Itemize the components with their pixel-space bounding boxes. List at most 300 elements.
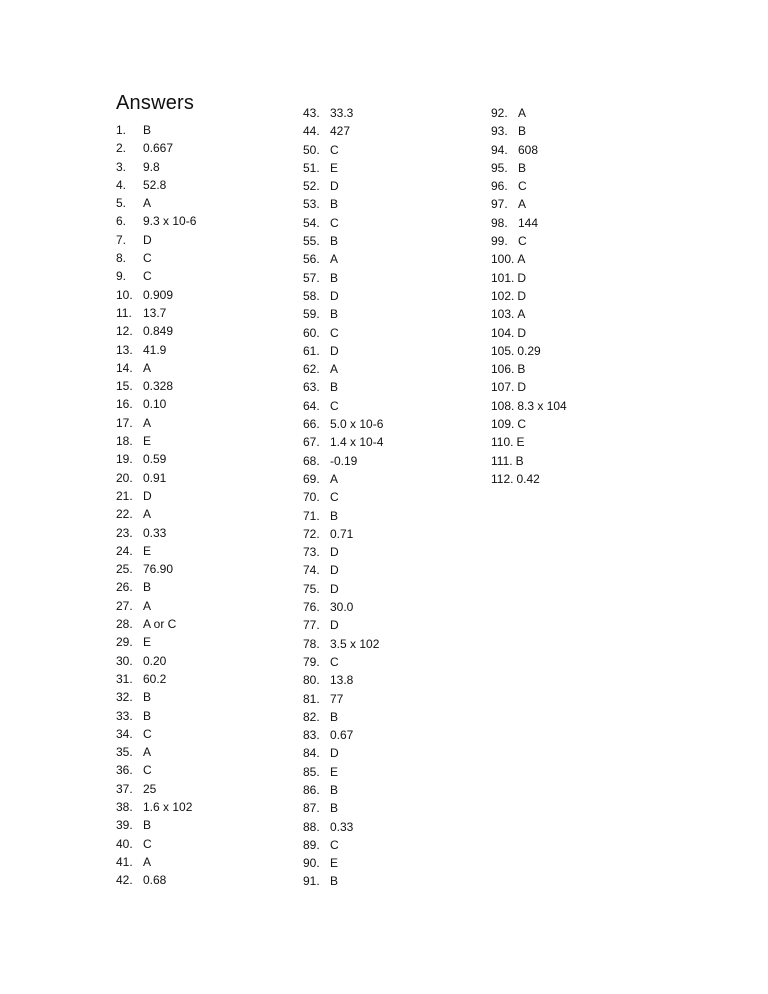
answer-value: B — [330, 709, 339, 724]
question-number: 20. — [116, 470, 133, 485]
answer-item — [303, 616, 339, 634]
question-number: 17. — [116, 415, 133, 430]
answer-value: B — [330, 197, 339, 212]
answer-value: 0.59 — [143, 452, 167, 467]
answer-value: 0.667 — [143, 141, 174, 156]
answer-value: A — [517, 252, 526, 267]
question-number: 23. — [116, 525, 133, 540]
answer-item — [116, 231, 152, 249]
question-number: 37. — [116, 781, 133, 796]
answer-value: B — [143, 123, 152, 137]
answer-item — [303, 214, 339, 232]
question-number: 41. — [116, 854, 133, 869]
question-number: 50. — [303, 142, 320, 157]
question-number: 72. — [303, 526, 320, 541]
answer-value: 13.8 — [330, 673, 354, 688]
question-number: 84. — [303, 746, 320, 761]
answer-item — [491, 232, 567, 250]
question-number: 78. — [303, 636, 320, 651]
answer-item — [116, 194, 152, 212]
question-number: 90. — [303, 856, 320, 871]
answer-item — [116, 816, 152, 834]
answer-item — [491, 287, 567, 305]
answer-item — [303, 397, 339, 415]
answer-item — [491, 177, 567, 195]
answer-value: 41.9 — [143, 342, 167, 357]
answer-item — [303, 488, 339, 506]
question-number: 44. — [303, 124, 320, 139]
answer-value: C — [143, 726, 152, 741]
answer-value: 0.909 — [143, 287, 174, 302]
answer-item — [116, 743, 152, 761]
question-number: 35. — [116, 745, 133, 760]
answer-value: 1.6 x 102 — [143, 799, 193, 814]
question-number: 80. — [303, 673, 320, 688]
answer-item — [303, 159, 339, 177]
answer-value: 3.5 x 102 — [330, 636, 380, 651]
question-number: 54. — [303, 215, 320, 230]
question-number: 70. — [303, 490, 320, 505]
answer-value: E — [330, 160, 339, 175]
answer-value: 5.0 x 10-6 — [330, 417, 384, 432]
answer-item — [116, 780, 157, 798]
answer-value: B — [518, 124, 527, 139]
answer-item — [491, 470, 567, 488]
answer-item — [116, 267, 152, 285]
question-number: 76. — [303, 600, 320, 615]
answer-value: D — [330, 343, 339, 358]
question-number: 75. — [303, 581, 320, 596]
answer-item — [116, 469, 167, 487]
answer-value: B — [330, 874, 339, 889]
question-number: 87. — [303, 801, 320, 816]
answer-value: C — [330, 837, 339, 852]
answer-item — [116, 597, 152, 615]
answer-value: C — [330, 398, 339, 413]
question-number: 36. — [116, 763, 133, 778]
answer-value: 0.71 — [330, 526, 354, 541]
question-number: 97. — [491, 197, 508, 212]
answer-item — [303, 141, 339, 159]
question-number: 93. — [491, 124, 508, 139]
answer-value: 13.7 — [143, 305, 167, 320]
answer-value: 0.33 — [143, 525, 167, 540]
answer-value: D — [330, 179, 339, 194]
answer-value: B — [515, 453, 524, 468]
question-number: 7. — [116, 232, 127, 247]
question-number: 88. — [303, 819, 320, 834]
answer-value: D — [330, 618, 339, 633]
answer-value: C — [330, 325, 339, 340]
answer-value: C — [143, 269, 152, 284]
answer-item — [116, 505, 152, 523]
question-number: 73. — [303, 545, 320, 560]
answer-item — [303, 525, 354, 543]
answer-item — [303, 250, 339, 268]
answer-item — [303, 433, 384, 451]
answer-item — [303, 415, 384, 433]
answer-item — [303, 177, 339, 195]
answer-value: B — [143, 580, 152, 595]
answer-column-3 — [491, 104, 567, 488]
answer-value: 9.3 x 10-6 — [143, 214, 197, 229]
answer-item — [491, 415, 567, 433]
question-number: 96. — [491, 179, 508, 194]
answer-value: E — [143, 434, 152, 449]
answer-value: 30.0 — [330, 600, 354, 615]
answer-value: A — [143, 360, 152, 375]
answer-item — [116, 450, 167, 468]
question-number: 66. — [303, 417, 320, 432]
question-number: 74. — [303, 563, 320, 578]
answer-value: C — [518, 179, 527, 194]
answer-item — [303, 763, 339, 781]
answer-item — [303, 507, 339, 525]
answer-value: E — [143, 543, 152, 558]
question-number: 11. — [116, 305, 132, 320]
question-number: 3. — [116, 159, 127, 174]
question-number: 64. — [303, 398, 320, 413]
answer-item — [303, 818, 354, 836]
answer-item — [116, 139, 174, 157]
question-number: 68. — [303, 453, 320, 468]
answer-value: 0.67 — [330, 728, 354, 743]
question-number: 98. — [491, 215, 508, 230]
answer-column-2 — [303, 104, 384, 891]
answer-item — [116, 615, 177, 633]
answer-item — [116, 249, 152, 267]
question-number: 4. — [116, 177, 127, 192]
answer-item — [116, 560, 174, 578]
answer-column-1 — [116, 121, 197, 889]
question-number: 51. — [303, 160, 320, 175]
question-number: 5. — [116, 196, 127, 211]
answer-item — [116, 633, 152, 651]
answer-item — [303, 690, 344, 708]
answer-value: D — [330, 288, 339, 303]
question-number: 2. — [116, 141, 127, 156]
answer-item — [491, 360, 567, 378]
answer-item — [116, 688, 152, 706]
answer-value: 52.8 — [143, 177, 167, 192]
answer-value: A — [330, 252, 339, 267]
answer-value: D — [330, 563, 339, 578]
question-number: 61. — [303, 343, 320, 358]
question-number: 99. — [491, 234, 508, 249]
question-number: 82. — [303, 709, 320, 724]
answer-item — [491, 269, 567, 287]
question-number: 43. — [303, 106, 320, 120]
answer-value: E — [330, 764, 339, 779]
question-number: 55. — [303, 234, 320, 249]
answer-value: 0.91 — [143, 470, 167, 485]
answer-item — [303, 635, 380, 653]
answer-value: C — [143, 251, 152, 266]
answer-item — [303, 324, 339, 342]
question-number: 29. — [116, 635, 133, 650]
answer-item — [303, 104, 354, 122]
question-number: 109. — [491, 417, 515, 432]
answer-value: E — [516, 435, 525, 450]
question-number: 39. — [116, 818, 133, 833]
answer-item — [116, 121, 152, 139]
answer-value: A — [330, 471, 339, 486]
question-number: 10. — [116, 287, 133, 302]
answer-value: B — [517, 362, 526, 377]
answer-value: A — [517, 307, 526, 322]
question-number: 16. — [116, 397, 133, 412]
question-number: 103. — [491, 307, 515, 322]
question-number: 108. — [491, 398, 515, 413]
answer-item — [303, 781, 339, 799]
question-number: 8. — [116, 251, 127, 266]
answer-item — [303, 726, 354, 744]
answer-value: A — [143, 507, 152, 522]
answer-value: D — [143, 488, 152, 503]
page-title: Answers — [116, 92, 195, 114]
question-number: 12. — [116, 324, 133, 339]
answer-item — [116, 487, 152, 505]
answer-value: D — [517, 270, 527, 285]
answer-value: 144 — [518, 215, 539, 230]
question-number: 57. — [303, 270, 320, 285]
answer-value: 0.29 — [517, 343, 541, 358]
answer-item — [491, 104, 567, 122]
answer-item — [491, 195, 567, 213]
question-number: 89. — [303, 837, 320, 852]
answer-value: C — [330, 215, 339, 230]
answer-value: D — [517, 325, 527, 340]
answer-item — [303, 671, 354, 689]
question-number: 15. — [116, 379, 133, 394]
question-number: 112. — [491, 471, 514, 486]
answer-value: 608 — [518, 142, 539, 157]
answer-item — [116, 725, 152, 743]
answer-value: A — [518, 197, 527, 212]
answer-item — [303, 195, 339, 213]
question-number: 86. — [303, 782, 320, 797]
answer-value: B — [330, 234, 339, 249]
question-number: 14. — [116, 360, 133, 375]
question-number: 30. — [116, 653, 133, 668]
question-number: 83. — [303, 728, 320, 743]
answer-value: C — [517, 417, 527, 432]
answer-value: E — [330, 856, 339, 871]
answer-value: C — [330, 142, 339, 157]
question-number: 53. — [303, 197, 320, 212]
answer-value: 0.33 — [330, 819, 354, 834]
answer-value: B — [330, 508, 339, 523]
question-number: 95. — [491, 160, 508, 175]
question-number: 25. — [116, 562, 133, 577]
answer-value: 0.68 — [143, 873, 167, 888]
question-number: 31. — [116, 671, 133, 686]
question-number: 81. — [303, 691, 320, 706]
answer-item — [116, 414, 152, 432]
question-number: 58. — [303, 288, 320, 303]
answer-item — [303, 342, 339, 360]
question-number: 28. — [116, 617, 133, 632]
question-number: 71. — [303, 508, 320, 523]
answer-value: A — [143, 598, 152, 613]
answer-value: C — [143, 763, 152, 778]
answer-item — [116, 798, 193, 816]
answer-item — [116, 158, 160, 176]
answer-item — [116, 432, 152, 450]
answer-value: B — [330, 801, 339, 816]
answer-value: 60.2 — [143, 671, 167, 686]
answer-value: B — [330, 270, 339, 285]
answer-item — [116, 871, 167, 889]
answer-value: B — [330, 307, 339, 322]
answer-item — [303, 305, 339, 323]
question-number: 91. — [303, 874, 320, 889]
question-number: 18. — [116, 434, 133, 449]
answer-item — [116, 304, 167, 322]
answer-value: B — [330, 782, 339, 797]
answer-value: C — [143, 836, 152, 851]
question-number: 21. — [116, 488, 133, 503]
answer-item — [491, 433, 567, 451]
answer-item — [116, 578, 152, 596]
question-number: 105. — [491, 343, 515, 358]
answer-value: A — [143, 745, 152, 760]
answer-value: A or C — [143, 617, 177, 632]
answer-item — [491, 378, 567, 396]
question-number: 40. — [116, 836, 133, 851]
answer-value: C — [330, 490, 339, 505]
answer-value: C — [330, 654, 339, 669]
question-number: 106. — [491, 362, 515, 377]
question-number: 26. — [116, 580, 133, 595]
answer-value: 0.849 — [143, 324, 174, 339]
question-number: 102. — [491, 288, 515, 303]
answer-item — [116, 670, 167, 688]
question-number: 60. — [303, 325, 320, 340]
answer-item — [303, 232, 339, 250]
answer-value: 9.8 — [143, 159, 160, 174]
answer-item — [116, 524, 167, 542]
answer-item — [303, 744, 339, 762]
answer-value: 76.90 — [143, 562, 174, 577]
question-number: 59. — [303, 307, 320, 322]
answer-item — [116, 286, 174, 304]
answer-item — [116, 212, 197, 230]
answer-value: A — [143, 854, 152, 869]
answer-item — [303, 872, 339, 890]
answer-item — [491, 122, 567, 140]
answer-value: A — [143, 196, 152, 211]
answer-value: D — [517, 288, 527, 303]
answer-value: 0.42 — [516, 471, 540, 486]
answer-item — [491, 397, 567, 415]
question-number: 63. — [303, 380, 320, 395]
answer-item — [303, 360, 339, 378]
answer-value: 33.3 — [330, 106, 354, 120]
question-number: 79. — [303, 654, 320, 669]
answer-value: 0.10 — [143, 397, 167, 412]
answer-item — [116, 761, 152, 779]
question-number: 24. — [116, 543, 133, 558]
question-number: 110. — [491, 435, 514, 450]
question-number: 33. — [116, 708, 133, 723]
answer-value: A — [518, 106, 527, 120]
question-number: 111. — [491, 453, 513, 468]
question-number: 32. — [116, 690, 133, 705]
question-number: 13. — [116, 342, 133, 357]
answer-value: C — [518, 234, 527, 249]
question-number: 38. — [116, 799, 133, 814]
answer-item — [303, 470, 339, 488]
answer-value: 25 — [143, 781, 157, 796]
answer-value: B — [330, 380, 339, 395]
answer-value: D — [143, 232, 152, 247]
answer-item — [303, 122, 351, 140]
question-number: 34. — [116, 726, 133, 741]
answer-item — [491, 141, 567, 159]
answer-value: 1.4 x 10-4 — [330, 435, 384, 450]
answer-item — [491, 324, 567, 342]
answer-item — [303, 799, 339, 817]
question-number: 9. — [116, 269, 127, 284]
answer-item — [116, 652, 167, 670]
answer-item — [491, 159, 567, 177]
question-number: 92. — [491, 106, 508, 120]
answer-item — [116, 341, 167, 359]
answer-value: 0.20 — [143, 653, 167, 668]
answer-item — [303, 836, 339, 854]
answer-value: D — [330, 746, 339, 761]
question-number: 85. — [303, 764, 320, 779]
answer-item — [303, 543, 339, 561]
answer-item — [116, 542, 152, 560]
answer-item — [303, 287, 339, 305]
answer-value: D — [330, 581, 339, 596]
question-number: 6. — [116, 214, 127, 229]
question-number: 19. — [116, 452, 133, 467]
question-number: 104. — [491, 325, 515, 340]
answer-item — [303, 708, 339, 726]
answer-item — [303, 378, 339, 396]
question-number: 42. — [116, 873, 133, 888]
answer-value: 8.3 x 104 — [517, 398, 567, 413]
answer-item — [116, 835, 152, 853]
answer-item — [116, 707, 152, 725]
question-number: 56. — [303, 252, 320, 267]
answer-value: E — [143, 635, 152, 650]
answer-value: 427 — [330, 124, 351, 139]
answer-item — [303, 269, 339, 287]
question-number: 69. — [303, 471, 320, 486]
question-number: 22. — [116, 507, 133, 522]
answer-item — [116, 377, 174, 395]
answer-value: A — [143, 415, 152, 430]
answer-value: -0.19 — [330, 453, 358, 468]
answer-item — [116, 395, 167, 413]
question-number: 101. — [491, 270, 515, 285]
question-number: 100. — [491, 252, 515, 267]
answer-item — [303, 561, 339, 579]
answer-item — [303, 653, 339, 671]
question-number: 94. — [491, 142, 508, 157]
question-number: 67. — [303, 435, 320, 450]
answer-item — [491, 305, 567, 323]
question-number: 52. — [303, 179, 320, 194]
answer-item — [303, 580, 339, 598]
answer-value: B — [143, 690, 152, 705]
answer-value: A — [330, 362, 339, 377]
answer-value: B — [143, 818, 152, 833]
